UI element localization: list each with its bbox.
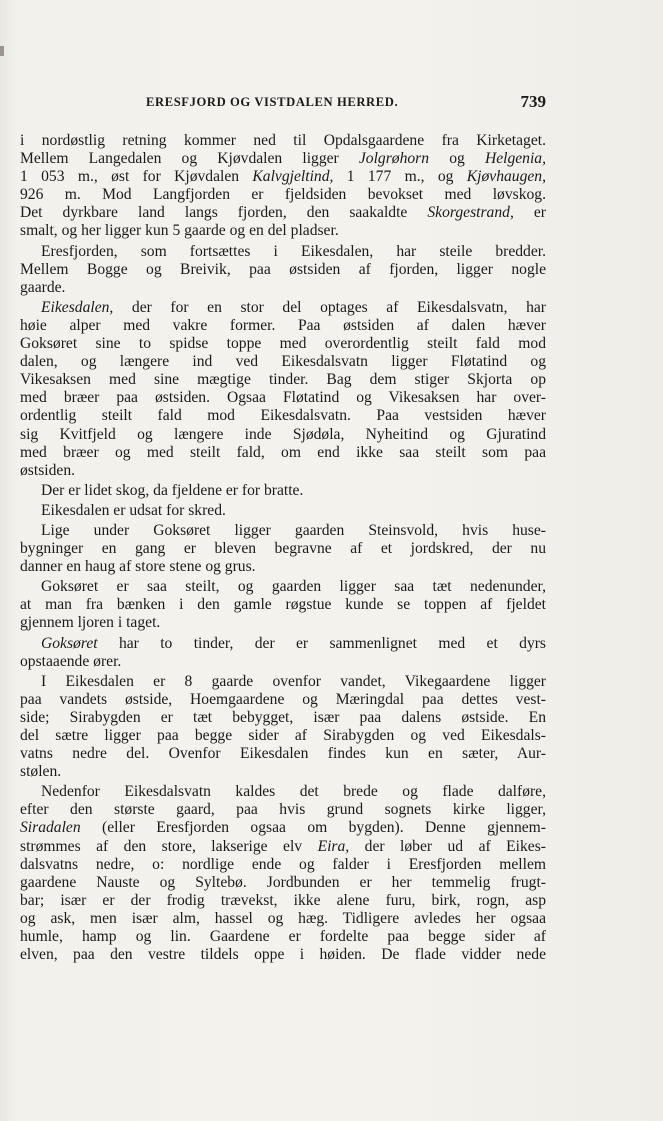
text-line: [20, 558, 546, 576]
italic-term: Eira,: [317, 837, 350, 855]
text-run: ordentlig steilt fald mod Eikesdalsvatn. Paa vestsiden hæver: [20, 407, 546, 425]
text-run: med bræer paa østsiden. Ogsaa Fløtatind og Vikesaksen har over-: [20, 389, 546, 407]
text-run: der for en stor del optages af Eikesdalsvatn, har: [113, 298, 546, 316]
text-run: Vikesaksen med sine mægtige tinder. Bag dem stiger Skjorta op: [20, 371, 546, 389]
text-line: [20, 653, 546, 671]
text-run: Der er lidet skog, da fjeldene er for bratte.: [41, 481, 304, 499]
text-run: I Eikesdalen er 8 gaarde ovenfor vandet, Vikegaardene ligger: [41, 672, 546, 690]
text-line: [20, 261, 546, 279]
text-line: [20, 482, 546, 500]
page-header: [20, 92, 546, 114]
paragraph: [20, 502, 546, 520]
text-run: side; Sirabygden er tæt bebygget, især paa dalens østside. En: [20, 708, 546, 726]
text-run: at man fra bænken i den gamle røgstue kunde se toppen af fjeldet: [20, 596, 546, 614]
text-run: der løber ud af Eikes-: [349, 837, 546, 855]
text-run: er: [513, 204, 546, 222]
body-text: [20, 132, 546, 964]
text-run: høie alper med vakre former. Paa østsiden af dalen hæver: [20, 316, 546, 334]
text-run: gaarde.: [20, 278, 66, 296]
text-line: [20, 279, 546, 297]
paragraph: [20, 299, 546, 480]
text-line: [20, 892, 546, 910]
text-line: [20, 838, 546, 856]
italic-term: Skorgestrand,: [427, 204, 514, 222]
text-run: Goksøret er saa steilt, og gaarden ligger saa tæt nedenunder,: [41, 578, 546, 596]
text-run: danner en haug af store stene og grus.: [20, 558, 256, 576]
paragraph: [20, 635, 546, 671]
italic-term: Goksøret: [41, 634, 98, 652]
text-run: gaardene Nauste og Syltebø. Jordbunden er her temmelig frugt-: [20, 873, 546, 891]
italic-term: Jolgrøhorn: [358, 150, 430, 168]
text-run: Eikesdalen er udsat for skred.: [41, 501, 226, 519]
text-line: [20, 540, 546, 558]
text-line: [20, 426, 546, 444]
text-run: del sætre ligger paa begge sider af Sirabygden og ved Eikesdals-: [20, 727, 546, 744]
paragraph: [20, 243, 546, 297]
text-line: [20, 578, 546, 596]
text-run: 926 m. Mod Langfjorden er fjeldsiden bevokset med løvskog.: [20, 186, 546, 204]
scan-edge-mark: [0, 46, 4, 56]
text-line: [20, 243, 546, 261]
text-line: [20, 946, 546, 964]
italic-term: Siradalen: [20, 819, 81, 837]
text-line: [20, 763, 546, 781]
text-line: [20, 335, 546, 353]
italic-term: Eikesdalen,: [41, 298, 114, 316]
text-run: efter den største gaard, paa hvis grund sognets kirke ligger,: [20, 801, 546, 819]
text-line: [20, 444, 546, 462]
text-line: [20, 168, 546, 186]
text-run: vatns nedre del. Ovenfor Eikesdalen findes kun en sæter, Aur-: [20, 745, 546, 763]
text-run: Mellem Langedalen og Kjøvdalen ligger: [20, 150, 359, 168]
text-run: bygninger en gang er bleven begravne af et jordskred, der nu: [20, 540, 546, 558]
text-run: humle, hamp og lin. Gaardene er fordelte paa begge sider af: [20, 928, 546, 946]
text-line: [20, 186, 546, 204]
page-number: 739: [520, 92, 546, 111]
paragraph: [20, 673, 546, 782]
text-run: strømmes af den store, lakserige elv: [20, 837, 318, 855]
text-line: [20, 222, 546, 240]
text-line: [20, 801, 546, 819]
text-line: [20, 132, 546, 150]
text-line: [20, 407, 546, 425]
text-line: [20, 299, 546, 317]
text-run: sig Kvitfjeld og længere inde Sjødøla, Nyheitind og Gjuratind: [20, 425, 546, 443]
text-line: [20, 783, 546, 801]
text-line: [20, 635, 546, 653]
text-line: [20, 596, 546, 614]
text-line: [20, 856, 546, 874]
italic-term: Kalvgjeltind,: [252, 168, 334, 186]
paragraph: [20, 482, 546, 500]
text-line: [20, 353, 546, 371]
italic-term: Helgenia,: [484, 150, 546, 168]
text-line: [20, 614, 546, 632]
text-run: og ask, men især alm, hassel og hæg. Tidligere avledes her ogsaa: [20, 909, 546, 927]
text-run: med bræer og med steilt fald, om end ikke saa steilt som paa: [20, 443, 546, 461]
text-run: Mellem Bogge og Breivik, paa østsiden af fjorden, ligger nogle: [20, 260, 546, 278]
text-run: elven, paa den vestre tildels oppe i høiden. De flade vidder nede: [20, 946, 546, 964]
text-run: 1 177 m., og: [333, 168, 467, 186]
text-line: [20, 389, 546, 407]
text-run: Goksøret sine to spidse toppe med overordentlig steilt fald mod: [20, 335, 546, 353]
text-run: i nordøstlig retning kommer ned til Opdalsgaardene fra Kirketaget.: [20, 132, 546, 149]
text-run: stølen.: [20, 763, 62, 781]
italic-term: Kjøvhaugen,: [466, 168, 547, 186]
paragraph: [20, 522, 546, 576]
text-run: dalen, og længere ind ved Eikesdalsvatn ligger Fløtatind og: [20, 353, 546, 371]
text-line: [20, 727, 546, 745]
text-line: [20, 204, 546, 222]
text-line: [20, 691, 546, 709]
paragraph: [20, 578, 546, 632]
text-line: [20, 150, 546, 168]
text-line: [20, 709, 546, 727]
text-run: gjennem ljoren i taget.: [20, 614, 161, 632]
text-run: smalt, og her ligger kun 5 gaarde og en del pladser.: [20, 222, 339, 240]
text-run: (eller Eresfjorden ogsaa om bygden). Denne gjennem-: [80, 819, 546, 837]
text-run: paa vandets østside, Hoemgaardene og Mæringdal paa dettes vest-: [20, 690, 546, 708]
text-line: [20, 462, 546, 480]
text-run: østsiden.: [20, 461, 76, 479]
text-run: Lige under Goksøret ligger gaarden Steinsvold, hvis huse-: [41, 521, 546, 539]
text-run: Det dyrkbare land langs fjorden, den saakaldte: [20, 204, 428, 222]
paragraph: [20, 132, 546, 241]
text-line: [20, 745, 546, 763]
text-line: [20, 928, 546, 946]
text-line: [20, 522, 546, 540]
text-run: Nedenfor Eikesdalsvatn kaldes det brede og flade dalføre,: [41, 783, 546, 801]
text-run: har to tinder, der er sammenlignet med et dyrs: [97, 634, 546, 652]
text-run: bar; især er der frodig trævekst, ikke alene furu, birk, rogn, asp: [20, 891, 546, 909]
text-line: [20, 502, 546, 520]
text-line: [20, 317, 546, 335]
text-line: [20, 819, 546, 837]
text-run: 1 053 m., øst for Kjøvdalen: [20, 168, 253, 186]
paragraph: [20, 783, 546, 964]
text-run: og: [429, 150, 485, 168]
text-line: [20, 673, 546, 691]
text-line: [20, 910, 546, 928]
text-run: opstaaende ører.: [20, 652, 122, 670]
text-run: dalsvatns nedre, o: nordlige ende og falder i Eresfjorden mellem: [20, 855, 546, 873]
running-title: ERESFJORD OG VISTDALEN HERRED.: [146, 95, 399, 109]
text-line: [20, 874, 546, 892]
text-run: Eresfjorden, som fortsættes i Eikesdalen, har steile bredder.: [41, 242, 546, 260]
text-line: [20, 371, 546, 389]
